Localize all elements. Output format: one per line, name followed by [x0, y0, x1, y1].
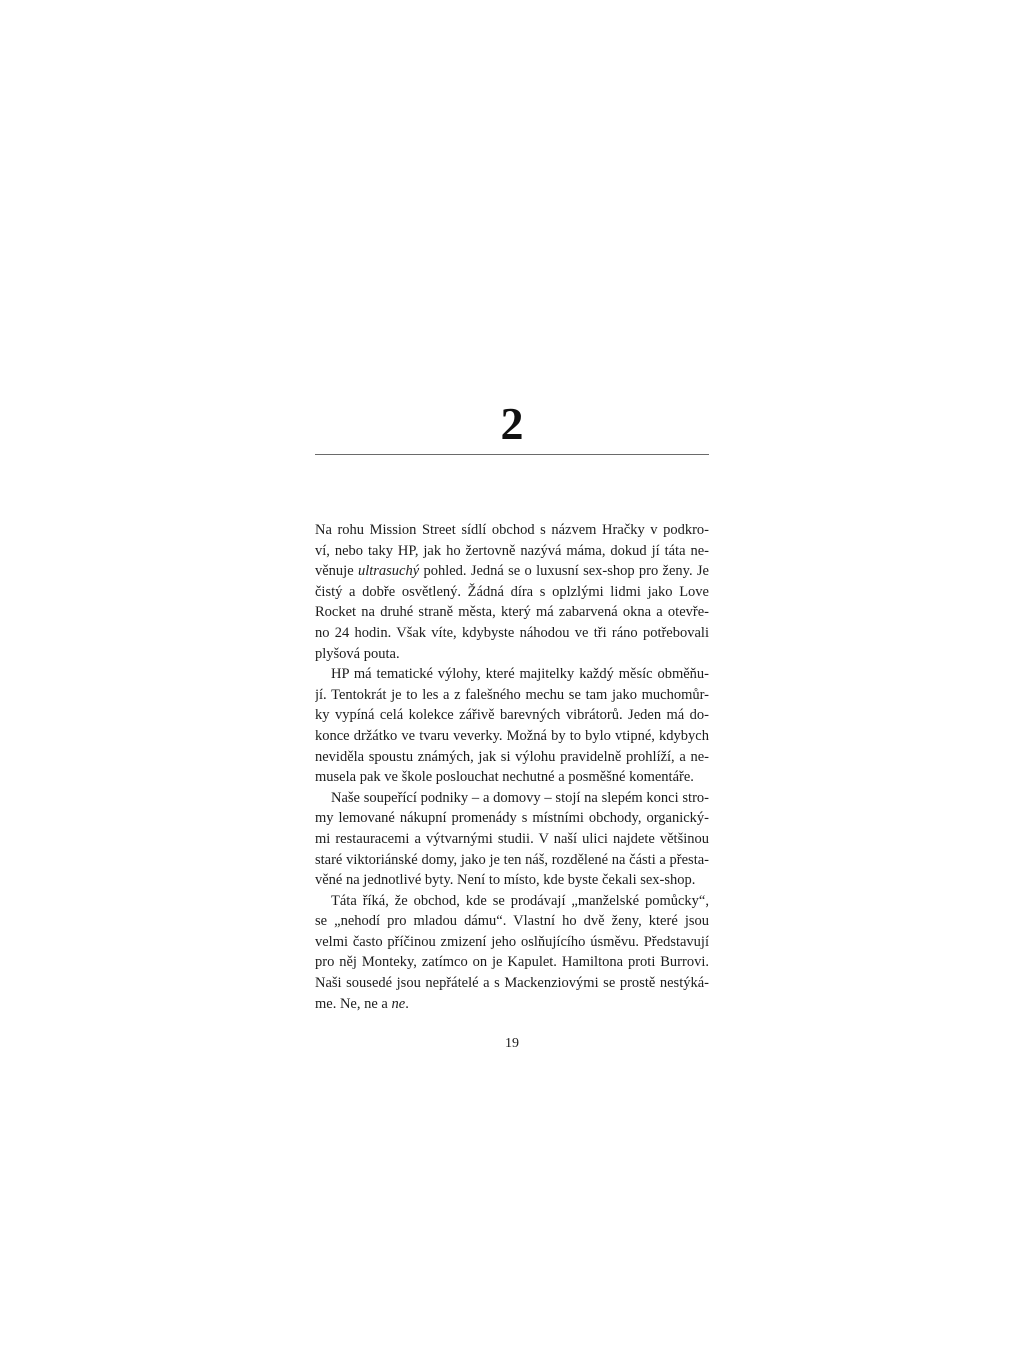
- text-line: Naši sousedé jsou nepřátelé a s Mackenziovými se prostě nestýká-: [315, 975, 709, 992]
- text-line: neviděla spoustu známých, jak si výlohu pravidelně prohlíží, a ne-: [315, 748, 709, 765]
- text-line: konce držátko ve tvaru veverky. Možná by to bylo vtipné, kdybych: [315, 727, 709, 744]
- text-line: HP má tematické výlohy, které majitelky každý měsíc obměňu-: [331, 666, 709, 683]
- text-line: no 24 hodin. Však víte, kdybyste náhodou ve tři ráno potřebovali: [315, 624, 709, 641]
- text-line: my lemované nákupní promenády s místními obchody, organický-: [315, 810, 709, 827]
- text-line: mi restauracemi a výtvarnými studii. V naší ulici najdete většinou: [315, 830, 709, 847]
- emphasized-word: ultrasuchý: [357, 563, 420, 580]
- text-line: Na rohu Mission Street sídlí obchod s názvem Hračky v podkro-: [315, 522, 709, 538]
- text-line: pro něj Monteky, zatímco on je Kapulet. Hamiltona proti Burrovi.: [315, 954, 709, 971]
- text-line: Táta říká, že obchod, kde se prodávají „manželské pomůcky“,: [331, 892, 709, 909]
- text-line: velmi často příčinou zmizení jeho oslňujícího úsměvu. Představují: [315, 933, 709, 950]
- text-line: me. Ne, ne a ne.: [315, 995, 409, 1012]
- text-line: se „nehodí pro mladou dámu“. Vlastní ho dvě ženy, které jsou: [315, 913, 709, 930]
- text-line: čistý a dobře osvětlený. Žádná díra s oplzlými lidmi jako Love: [315, 583, 709, 600]
- text-line: staré viktoriánské domy, jako je ten náš, rozdělené na části a přesta-: [315, 851, 709, 868]
- text-line: věné na jednotlivé byty. Není to místo, kde byste čekali sex-shop.: [315, 872, 696, 889]
- page-number: 19: [505, 1036, 519, 1051]
- chapter-divider: [315, 454, 709, 455]
- text-line: ví, nebo taky HP, jak ho žertovně nazývá máma, dokud jí táta ne-: [315, 542, 709, 559]
- chapter-body-text: [315, 520, 709, 1014]
- text-line: musela pak ve škole poslouchat nechutné a posměšné komentáře.: [315, 769, 694, 786]
- text-line: Rocket na druhé straně města, který má zabarvená okna a otevře-: [315, 604, 709, 621]
- text-line: věnuje ultrasuchý pohled. Jedná se o luxusní sex-shop pro ženy. Je: [315, 563, 709, 580]
- text-line: jí. Tentokrát je to les a z falešného mechu se tam jako muchomůr-: [315, 686, 709, 703]
- chapter-number: 2: [500, 398, 524, 449]
- text-line: ky vypíná celá kolekce zářivě barevných vibrátorů. Jeden má do-: [315, 707, 709, 724]
- text-line: plyšová pouta.: [315, 645, 400, 662]
- text-line: Naše soupeřící podniky – a domovy – stojí na slepém konci stro-: [331, 789, 709, 806]
- emphasized-word: ne: [391, 995, 406, 1012]
